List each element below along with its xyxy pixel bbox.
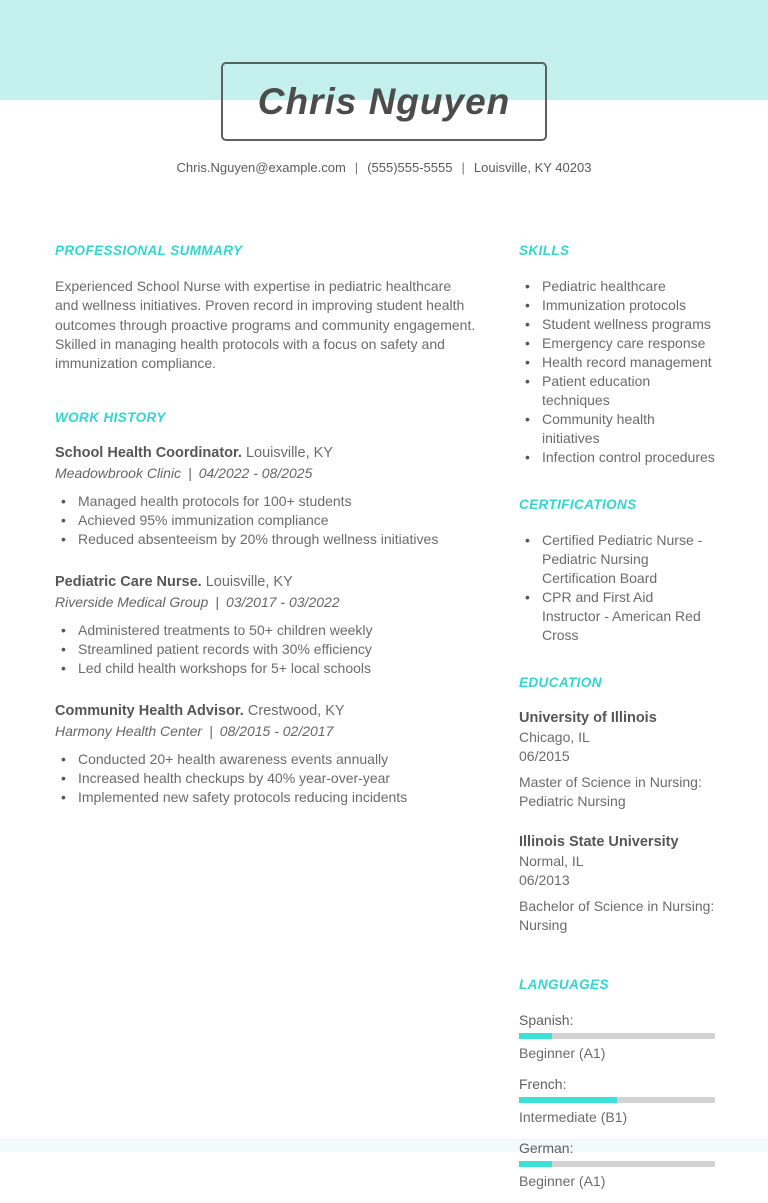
job-bullet: • Streamlined patient records with 30% efficiency — [61, 640, 477, 659]
job-dates: 04/2022 - 08/2025 — [198, 465, 313, 482]
job-company: Riverside Medical Group — [55, 594, 209, 611]
job-bullet-list — [55, 621, 477, 678]
job-dates: 08/2015 - 02/2017 — [219, 723, 334, 740]
language-name: Spanish: — [519, 1012, 574, 1028]
contact-email: Chris.Nguyen@example.com — [176, 160, 346, 175]
job-bullet: • Managed health protocols for 100+ students — [61, 492, 477, 511]
section-languages — [519, 977, 715, 1191]
language-entry — [519, 1139, 715, 1191]
language-level: Beginner (A1) — [519, 1045, 606, 1061]
job-entry — [55, 702, 477, 807]
job-bullet: • Increased health checkups by 40% year-over-year — [61, 769, 477, 788]
content-columns — [55, 243, 715, 1203]
language-progress-fill — [519, 1033, 552, 1039]
section-heading-languages: LANGUAGES — [519, 977, 609, 992]
job-company-line — [55, 463, 477, 483]
job-bullet: • Reduced absenteeism by 20% through wellness initiatives — [61, 530, 477, 549]
left-column — [55, 243, 477, 1203]
job-bullet: • Administered treatments to 50+ children weekly — [61, 621, 477, 640]
job-location: Crestwood, KY — [247, 703, 345, 720]
page-title: Chris Nguyen — [257, 80, 511, 122]
contact-separator: | — [461, 160, 465, 175]
job-title: Community Health Advisor. — [55, 703, 244, 720]
job-separator: | — [209, 723, 213, 740]
skill-item: • Health record management — [525, 353, 715, 372]
section-professional-summary — [55, 243, 477, 373]
school-location: Normal, IL — [519, 853, 584, 869]
summary-text: Experienced School Nurse with expertise in pediatric healthcare and wellness initiatives. Proven record in improving student health outcomes through proactive programs and community engagement. Skilled in managing health protocols with a focus on safety and immunization compliance. — [55, 278, 476, 372]
language-entry — [519, 1075, 715, 1127]
job-dates: 03/2017 - 03/2022 — [225, 594, 340, 611]
school-date: 06/2015 — [519, 748, 570, 764]
language-progress-fill — [519, 1097, 617, 1103]
language-progress-track — [519, 1033, 715, 1039]
certification-item: • Certified Pediatric Nurse - Pediatric Nursing Certification Board — [525, 531, 715, 588]
contact-phone: (555)555-5555 — [367, 160, 453, 175]
name-box — [221, 62, 547, 141]
language-progress-track — [519, 1097, 715, 1103]
skill-item: • Pediatric healthcare — [525, 277, 715, 296]
job-separator: | — [188, 465, 192, 482]
job-bullet-list — [55, 750, 477, 807]
contact-location: Louisville, KY 40203 — [473, 160, 592, 175]
school-name: University of Illinois — [519, 710, 657, 726]
school-location: Chicago, IL — [519, 729, 590, 745]
certification-item: • CPR and First Aid Instructor - American Red Cross — [525, 588, 715, 645]
section-heading-professional-summary: PROFESSIONAL SUMMARY — [55, 243, 243, 258]
skill-item: • Community health initiatives — [525, 410, 715, 448]
language-level: Intermediate (B1) — [519, 1109, 628, 1125]
language-entry — [519, 1011, 715, 1063]
skills-list — [519, 277, 715, 467]
section-heading-skills: SKILLS — [519, 243, 570, 258]
skill-item: • Immunization protocols — [525, 296, 715, 315]
section-certifications — [519, 497, 715, 645]
section-skills — [519, 243, 715, 467]
job-title-line — [55, 444, 477, 463]
job-company-line — [55, 721, 477, 741]
section-heading-certifications: CERTIFICATIONS — [519, 497, 637, 512]
job-company-line — [55, 592, 477, 612]
language-name: French: — [519, 1076, 567, 1092]
job-location: Louisville, KY — [205, 574, 293, 591]
section-work-history — [55, 410, 477, 807]
school-degree: Master of Science in Nursing: Pediatric Nursing — [519, 774, 702, 809]
skill-item: • Emergency care response — [525, 334, 715, 353]
job-bullet: • Conducted 20+ health awareness events annually — [61, 750, 477, 769]
education-entry — [519, 709, 715, 811]
language-name: German: — [519, 1140, 574, 1156]
job-separator: | — [215, 594, 219, 611]
section-heading-education: EDUCATION — [519, 675, 602, 690]
job-location: Louisville, KY — [245, 445, 333, 462]
job-title-line — [55, 573, 477, 592]
right-column — [519, 243, 715, 1203]
job-company: Harmony Health Center — [55, 723, 203, 740]
job-bullet-list — [55, 492, 477, 549]
contact-line — [0, 160, 768, 175]
certifications-list — [519, 531, 715, 645]
skill-item: • Patient education techniques — [525, 372, 715, 410]
school-date: 06/2013 — [519, 872, 570, 888]
language-progress-track — [519, 1161, 715, 1167]
skill-item: • Infection control procedures — [525, 448, 715, 467]
language-level: Beginner (A1) — [519, 1173, 606, 1189]
language-progress-fill — [519, 1161, 552, 1167]
job-entry — [55, 573, 477, 678]
job-bullet: • Led child health workshops for 5+ local schools — [61, 659, 477, 678]
job-company: Meadowbrook Clinic — [55, 465, 182, 482]
section-heading-work-history: WORK HISTORY — [55, 410, 166, 426]
job-title-line — [55, 702, 477, 721]
job-entry — [55, 444, 477, 549]
section-education — [519, 675, 715, 935]
job-title: School Health Coordinator. — [55, 445, 242, 462]
skill-item: • Student wellness programs — [525, 315, 715, 334]
school-degree: Bachelor of Science in Nursing: Nursing — [519, 898, 715, 933]
contact-separator: | — [354, 160, 359, 175]
education-entry — [519, 833, 715, 935]
job-bullet: • Implemented new safety protocols reducing incidents — [61, 788, 477, 807]
job-bullet: • Achieved 95% immunization compliance — [61, 511, 477, 530]
school-name: Illinois State University — [519, 834, 679, 850]
job-title: Pediatric Care Nurse. — [55, 574, 202, 591]
